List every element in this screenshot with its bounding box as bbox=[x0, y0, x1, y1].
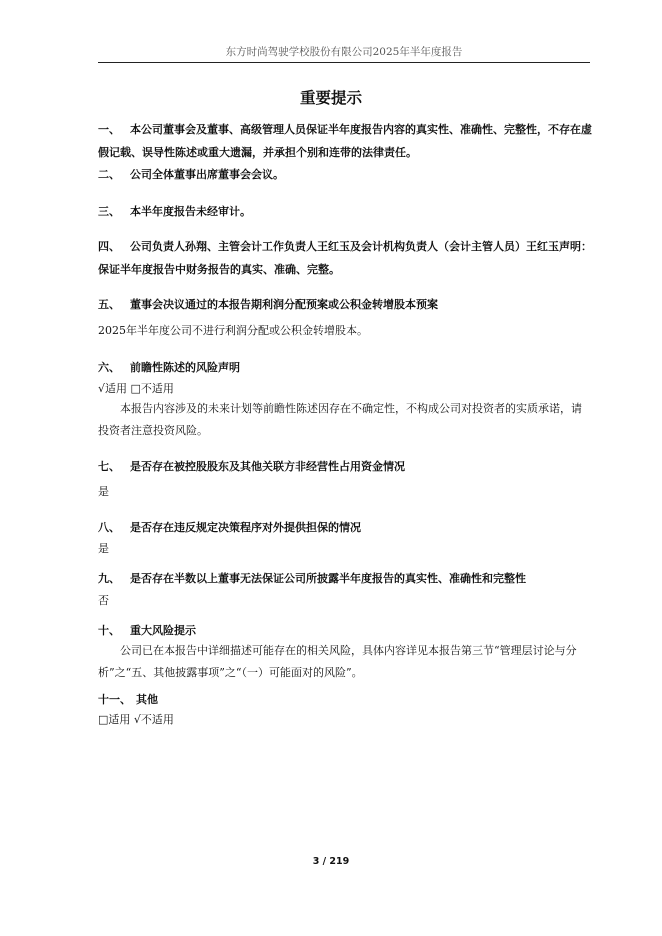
section-8-number: 八、 bbox=[98, 521, 120, 534]
section-2-number: 二、 bbox=[98, 168, 120, 181]
section-8-answer: 是 bbox=[98, 542, 109, 555]
section-5-heading bbox=[98, 293, 592, 316]
section-3 bbox=[98, 200, 592, 223]
section-7-answer: 是 bbox=[98, 485, 109, 498]
page-number: 3 / 219 bbox=[312, 856, 350, 867]
section-2-text: 公司全体董事出席董事会会议。 bbox=[130, 168, 284, 181]
section-4-text: 公司负责人孙翔、主管会计工作负责人王红玉及会计机构负责人（会计主管人员）王红玉声明：保证半年度报告中财务报告的真实、准确、完整。 bbox=[98, 240, 592, 276]
section-11-applicability: □适用 √不适用 bbox=[98, 713, 174, 726]
section-10-number: 十、 bbox=[98, 624, 120, 637]
section-4 bbox=[98, 235, 592, 281]
section-9-number: 九、 bbox=[98, 572, 120, 585]
section-6-heading bbox=[98, 356, 592, 379]
running-header: 东方时尚驾驶学校股份有限公司2025年半年度报告 bbox=[225, 46, 463, 58]
section-10-body: 公司已在本报告中详细描述可能存在的相关风险，具体内容详见本报告第三节“管理层讨论与分析”之“五、其他披露事项”之“（一）可能面对的风险”。 bbox=[98, 644, 577, 679]
section-3-number: 三、 bbox=[98, 205, 120, 218]
section-7-number: 七、 bbox=[98, 460, 120, 473]
header-divider bbox=[98, 62, 590, 63]
section-11-heading bbox=[98, 688, 592, 711]
section-8-heading bbox=[98, 516, 592, 539]
section-10-heading bbox=[98, 619, 592, 642]
section-7-text: 是否存在被控股股东及其他关联方非经营性占用资金情况 bbox=[130, 460, 405, 473]
section-5-body: 2025年半年度公司不进行利润分配或公积金转增股本。 bbox=[98, 324, 368, 337]
section-9-text: 是否存在半数以上董事无法保证公司所披露半年度报告的真实性、准确性和完整性 bbox=[130, 572, 526, 585]
page-title: 重要提示 bbox=[299, 88, 362, 107]
section-6-applicability: √适用 □不适用 bbox=[98, 382, 174, 395]
section-7-heading bbox=[98, 455, 592, 478]
section-5-number: 五、 bbox=[98, 298, 120, 311]
section-6-text: 前瞻性陈述的风险声明 bbox=[130, 361, 240, 374]
section-11-text: 其他 bbox=[136, 693, 158, 706]
section-1-text: 本公司董事会及董事、高级管理人员保证半年度报告内容的真实性、准确性、完整性，不存在虚假记载、误导性陈述或重大遗漏，并承担个别和连带的法律责任。 bbox=[98, 123, 592, 159]
section-11-number: 十一、 bbox=[98, 693, 131, 706]
section-10-text: 重大风险提示 bbox=[130, 624, 196, 637]
section-2 bbox=[98, 163, 592, 186]
section-1 bbox=[98, 118, 592, 164]
section-9-answer: 否 bbox=[98, 594, 109, 607]
section-8-text: 是否存在违反规定决策程序对外提供担保的情况 bbox=[130, 521, 361, 534]
section-5-text: 董事会决议通过的本报告期利润分配预案或公积金转增股本预案 bbox=[130, 298, 438, 311]
section-6-number: 六、 bbox=[98, 361, 120, 374]
section-4-number: 四、 bbox=[98, 240, 120, 253]
section-3-text: 本半年度报告未经审计。 bbox=[130, 205, 251, 218]
section-1-number: 一、 bbox=[98, 123, 120, 136]
section-6-body: 本报告内容涉及的未来计划等前瞻性陈述因存在不确定性，不构成公司对投资者的实质承诺，请投资者注意投资风险。 bbox=[98, 402, 582, 437]
section-9-heading bbox=[98, 567, 592, 590]
